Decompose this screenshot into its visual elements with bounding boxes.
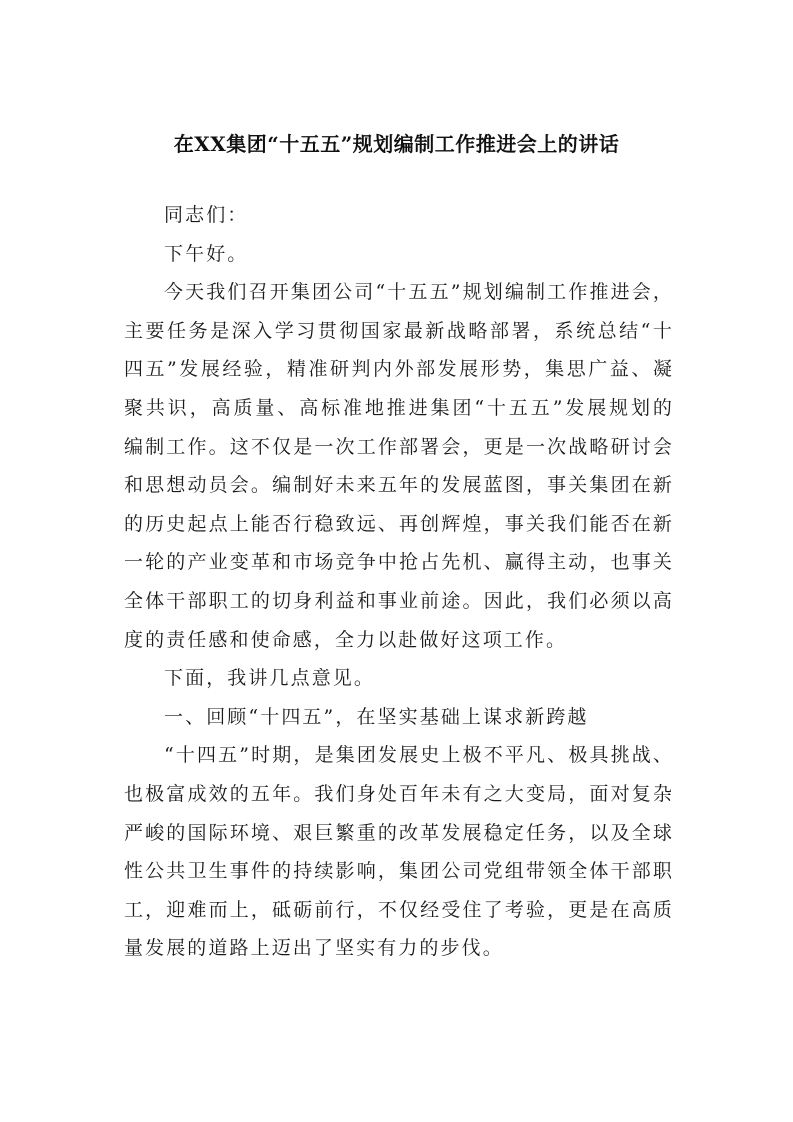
intro-paragraph: 今天我们召开集团公司“十五五”规划编制工作推进会，主要任务是深入学习贯彻国家最新战略部署，系统总结“十四五”发展经验，精准研判内外部发展形势，集思广益、凝聚共识，高质量、高标准地推进集团“十五五”发展规划的编制工作。这不仅是一次工作部署会，更是一次战略研讨会和思想动员会。编制好未来五年的发展蓝图，事关集团在新的历史起点上能否行稳致远、再创辉煌，事关我们能否在新一轮的产业变革和市场竞争中抢占先机、赢得主动，也事关全体干部职工的切身利益和事业前途。因此，我们必须以高度的责任感和使命感，全力以赴做好这项工作。 xyxy=(124,281,674,651)
review-paragraph: “十四五”时期，是集团发展史上极不平凡、极具挑战、也极富成效的五年。我们身处百年未有之大变局，面对复杂严峻的国际环境、艰巨繁重的改革发展稳定任务，以及全球性公共卫生事件的持续影响，集团公司党组带领全体干部职工，迎难而上，砥砺前行，不仅经受住了考验，更是在高质量发展的道路上迈出了坚实有力的步伐。 xyxy=(124,744,674,960)
document-body xyxy=(124,196,674,968)
greeting-paragraph: 下午好。 xyxy=(164,242,249,265)
transition-paragraph: 下面，我讲几点意见。 xyxy=(164,667,376,690)
section-heading: 一、回顾“十四五”，在坚实基础上谋求新跨越 xyxy=(164,705,589,728)
document-title: 在XX集团“十五五”规划编制工作推进会上的讲话 xyxy=(173,132,620,156)
salutation-paragraph: 同志们： xyxy=(164,204,249,226)
